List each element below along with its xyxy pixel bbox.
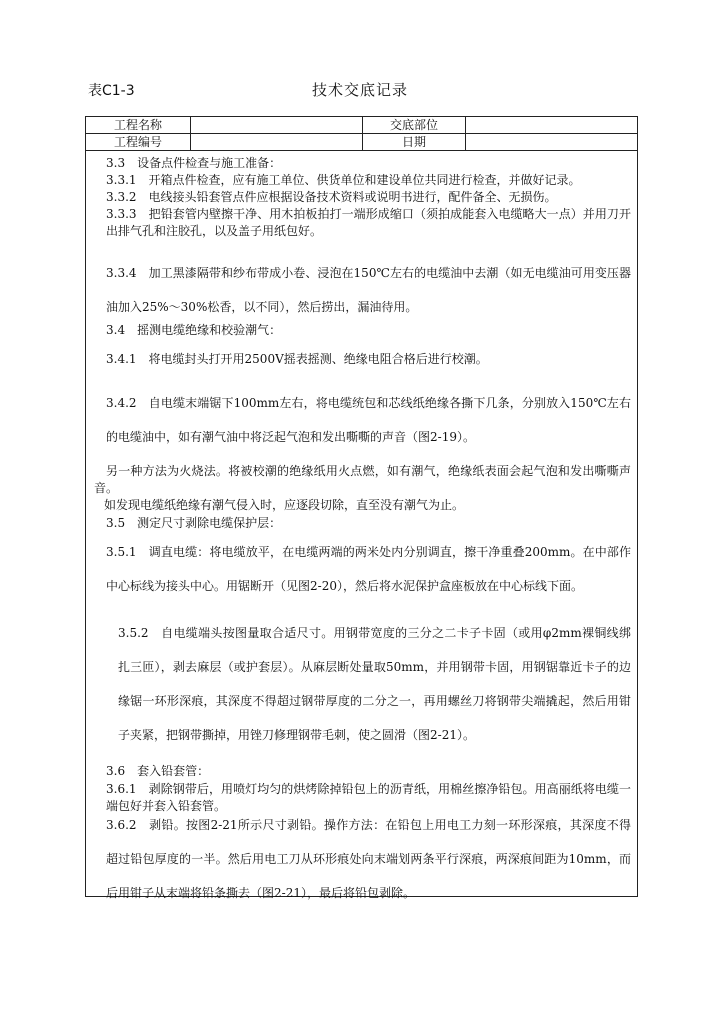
- paragraph: 3.3.2 电线接头铅套管点件应根据设备技术资料或说明书进行，配件备全、无损伤。: [106, 190, 557, 204]
- section-heading: 3.4 摇测电缆绝缘和校验潮气：: [106, 323, 282, 337]
- paragraph: 另一种方法为火烧法。将被校潮的绝缘纸用火点燃，如有潮气，绝缘纸表面会起气泡和发出嘶嘶声音。: [94, 464, 631, 495]
- section-heading: 3.6 套入铅套管：: [106, 764, 210, 778]
- paragraph: 如发现电缆纸绝缘有潮气侵入时，应逐段切除，直至没有潮气为止。: [104, 498, 465, 512]
- section-heading: 3.3 设备点件检查与施工准备：: [106, 156, 282, 170]
- project-no-label: 工程编号: [86, 134, 191, 150]
- paragraph: 3.6.2 剥铅。按图2-21所示尺寸剥铅。操作方法：在铅包上用电工力刻一环形深痕，其深度不得超过铅包厚度的一半。然后用电工刀从环形痕处向末端划两条平行深痕，两深痕间距为10mm，而后用钳子从末端将铅条撕去（图2-21），最后将铅包剥除。: [106, 818, 631, 900]
- handover-part-label: 交底部位: [363, 117, 466, 133]
- paragraph: 3.6.1 剥除钢带后，用喷灯均匀的烘烤除掉铅包上的沥青纸，用棉丝擦净铅包。用高丽纸将电缆一端包好并套入铅套管。: [106, 782, 631, 813]
- project-name-field[interactable]: [191, 117, 363, 133]
- project-no-field[interactable]: [191, 134, 363, 150]
- paragraph: 3.4.2 自电缆末端锯下100mm左右，将电缆统包和芯线纸绝缘各撕下几条，分别放入150℃左右的电缆油中，如有潮气油中将泛起气泡和发出嘶嘶的声音（图2-19）。: [106, 396, 631, 444]
- project-name-label: 工程名称: [86, 117, 191, 133]
- handover-record-table: [85, 116, 638, 900]
- date-label: 日期: [363, 134, 466, 150]
- handover-part-field[interactable]: [466, 117, 637, 133]
- document-title: 技术交底记录: [312, 81, 409, 99]
- info-row-1: [86, 117, 637, 134]
- paragraph: 3.3.3 把铅套管内壁擦干净、用木拍板拍打一端形成缩口（须拍成能套入电缆略大一点）并用刀开出排气孔和注胶孔，以及盖子用纸包好。: [106, 207, 631, 238]
- paragraph: 3.3.1 开箱点件检查，应有施工单位、供货单位和建设单位共同进行检查，并做好记录。: [106, 173, 581, 187]
- paragraph: 3.3.4 加工黑漆隔带和纱布带成小卷、浸泡在150℃左右的电缆油中去潮（如无电缆油可用变压器油加入25%～30%松香，以不同），然后捞出，漏油待用。: [106, 266, 631, 314]
- section-heading: 3.5 测定尺寸剥除电缆保护层：: [106, 516, 282, 530]
- paragraph: 3.5.2 自电缆端头按图量取合适尺寸。用钢带宽度的三分之二卡子卡固（或用φ2mm裸铜线绑扎三匝），剥去麻层（或护套层）。从麻层断处量取50mm，并用钢带卡固，用钢锯靠近卡子的边缘锯一环形深痕，其深度不得超过钢带厚度的二分之一，再用螺丝刀将钢带尖端撬起，然后用钳子夹紧，把钢带撕掉，用锉刀修理钢带毛刺，使之圆滑（图2-21）。: [118, 626, 631, 742]
- paragraph: 3.5.1 调直电缆：将电缆放平，在电缆两端的两米处内分别调直，擦干净重叠200mm。在中部作中心标线为接头中心。用锯断开（见图2-20），然后将水泥保护盒座板放在中心标线下面。: [106, 545, 631, 593]
- paragraph: 3.4.1 将电缆封头打开用2500V摇表摇测、绝缘电阻合格后进行校潮。: [106, 352, 488, 366]
- date-field[interactable]: [466, 134, 637, 150]
- form-code: 表C1-3: [88, 83, 135, 99]
- info-row-2: [86, 134, 637, 151]
